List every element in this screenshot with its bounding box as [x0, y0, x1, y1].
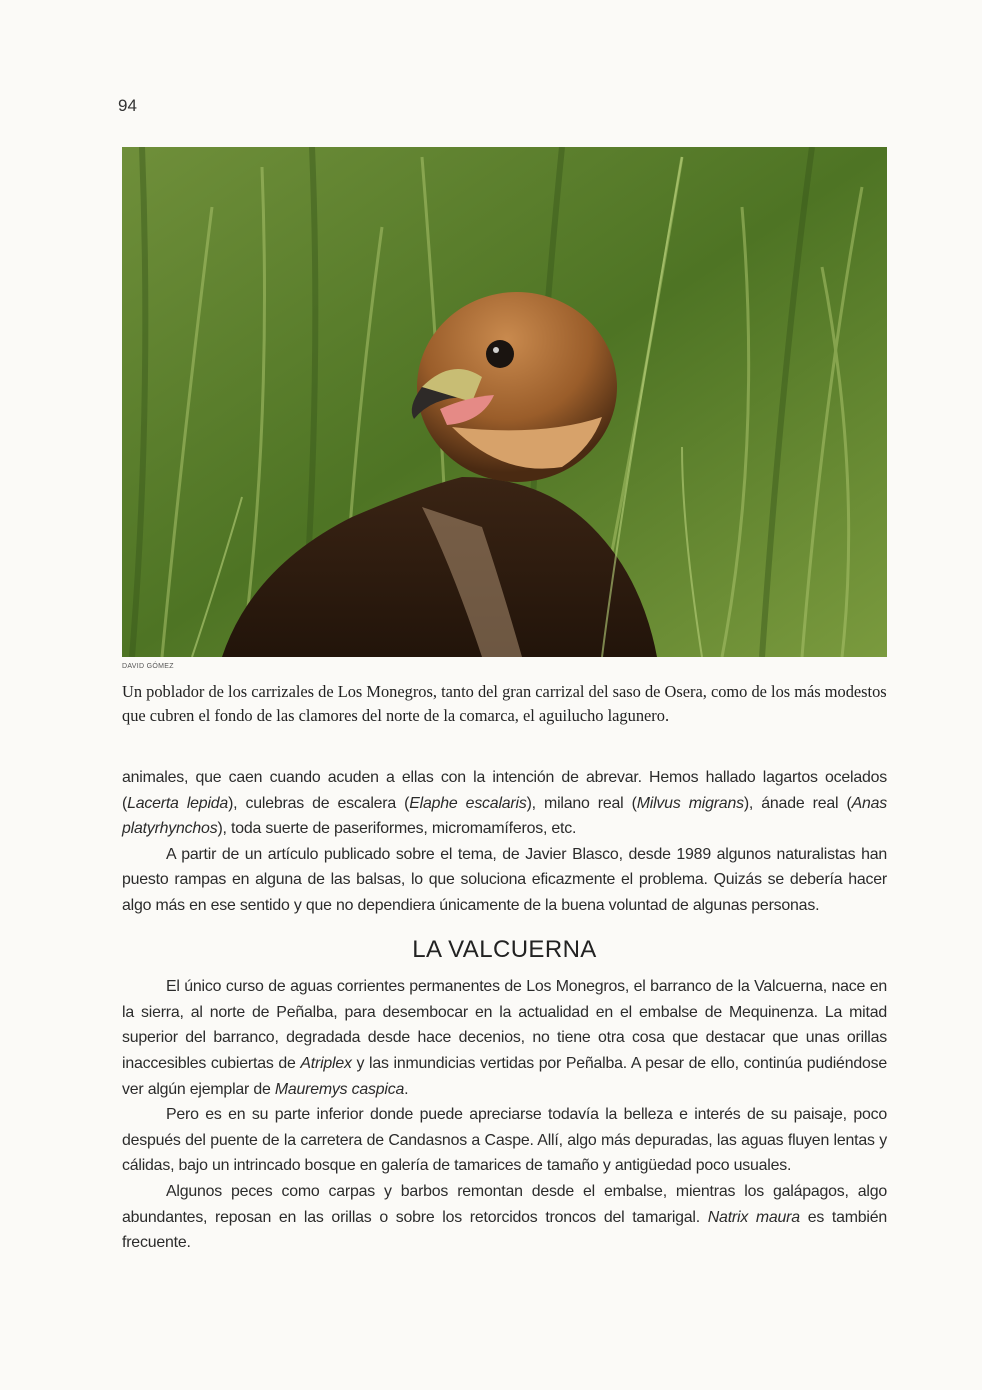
section-heading: LA VALCUERNA — [412, 935, 597, 963]
species-name: Mauremys caspica — [274, 1080, 405, 1098]
species-name: Milvus migrans — [636, 794, 744, 812]
photo-caption: Un poblador de los carrizales de Los Monegros, tanto del gran carrizal del saso de Osera, como de los más modestos que cubren el fondo de las clamores del norte de la comarca, el aguilucho lagunero. — [122, 682, 887, 725]
page-number: 94 — [118, 96, 137, 115]
photo-marsh-harrier — [122, 147, 887, 657]
paragraph: animales, que caen cuando acuden a ellas con la intención de abrevar. Hemos hallado lagartos ocelados (Lacerta lepida), culebras de escalera (Elaphe escalaris), milano real (Milvus migrans), ánade real (Anas platyrhynchos), toda suerte de paseriformes, micromamíferos, etc. — [122, 769, 887, 838]
raptor-illustration — [122, 147, 887, 657]
paragraph: A partir de un artículo publicado sobre el tema, de Javier Blasco, desde 1989 algunos naturalistas han puesto rampas en alguna de las balsas, lo que soluciona eficazmente el problema. Quizás se debería hacer algo más en ese sentido y que no dependiera únicamente de la buena voluntad de algunas personas. — [122, 845, 887, 914]
species-name: Lacerta lepida — [127, 794, 229, 812]
paragraph: Algunos peces como carpas y barbos remontan desde el embalse, mientras los galápagos, algo abundantes, reposan en las orillas o sobre los retorcidos troncos del tamarigal. Natrix maura es también frecuente. — [122, 1182, 887, 1252]
species-name: Natrix maura — [707, 1208, 800, 1226]
paragraph: El único curso de aguas corrientes permanentes de Los Monegros, el barranco de la Valcuerna, nace en la sierra, al norte de Peñalba, para desembocar en la actualidad en el embalse de Mequinenza. La mitad superior del barranco, degradada desde hace decenios, no tiene otra cosa que destacar que unas orillas inaccesibles cubiertas de Atriplex y las inmundicias vertidas por Peñalba. A pesar de ello, continúa pudiéndose ver algún ejemplar de Mauremys caspica. — [122, 978, 887, 1098]
species-name: Anas platyrhynchos — [122, 794, 887, 838]
paragraph: Pero es en su parte inferior donde puede apreciarse todavía la belleza e interés de su paisaje, poco después del puente de la carretera de Candasnos a Caspe. Allí, algo más depuradas, las aguas fluyen lentas y cálidas, bajo un intrincado bosque en galería de tamarices de tamaño y antigüedad poco usuales. — [122, 1106, 887, 1175]
species-name: Elaphe escalaris — [409, 794, 527, 812]
species-name: Atriplex — [300, 1054, 352, 1072]
article-body — [122, 765, 887, 1256]
photo-credit: DAVID GÓMEZ — [122, 663, 174, 670]
